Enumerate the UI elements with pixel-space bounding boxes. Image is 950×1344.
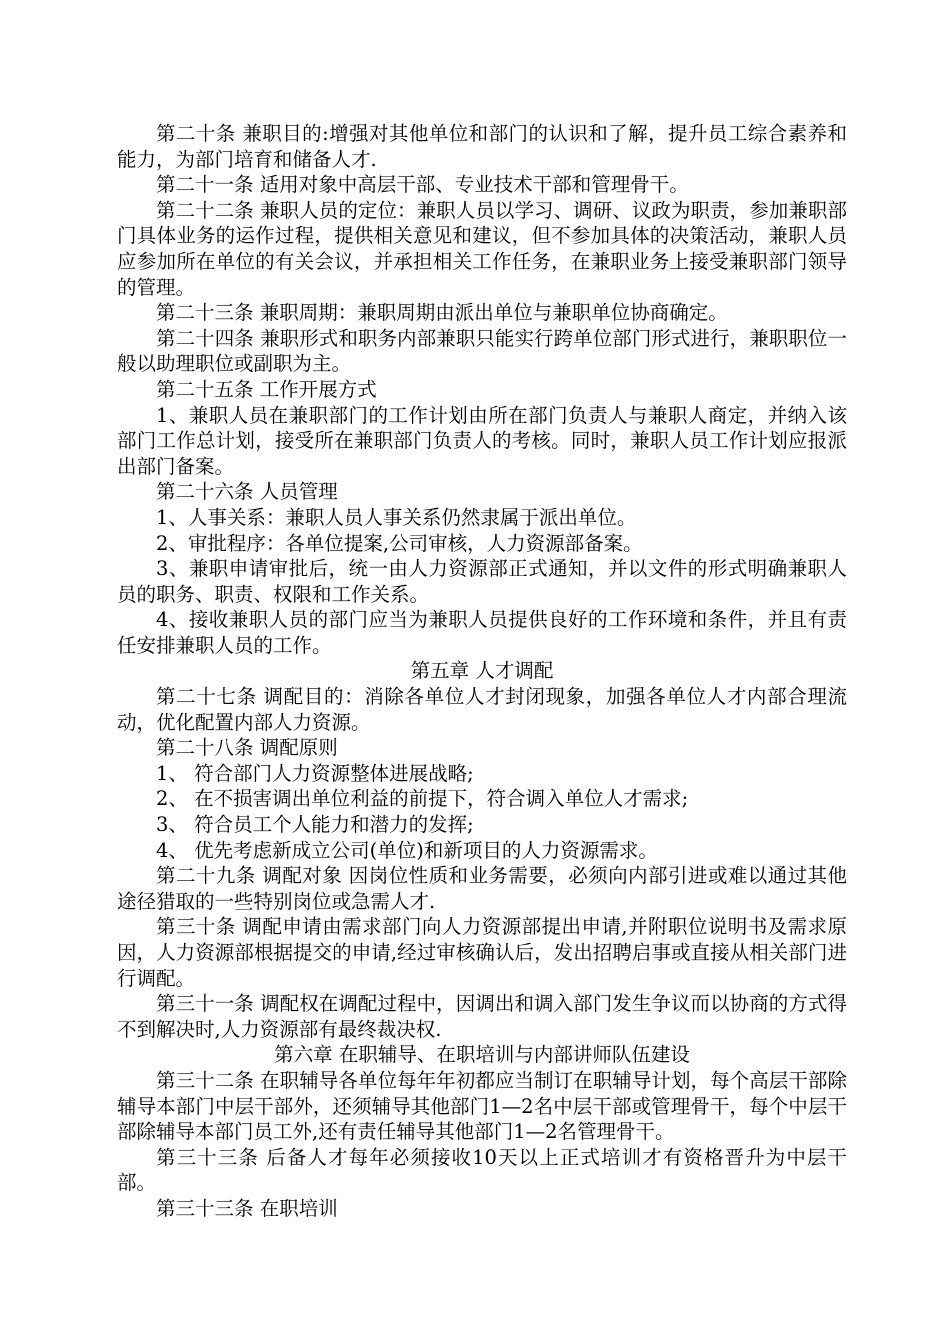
chapter-heading: 第六章 在职辅导、在职培训与内部讲师队伍建设 xyxy=(274,1043,690,1067)
paragraph: 第二十九条 调配对象 因岗位性质和业务需要，必须向内部引进或难以通过其他途径猎取的一些特别岗位或急需人才. xyxy=(117,864,847,913)
paragraph: 第二十条 兼职目的:增强对其他单位和部门的认识和了解，提升员工综合素养和能力，为部门培育和储备人才. xyxy=(117,122,847,171)
paragraph: 第三十三条 在职培训 xyxy=(156,1196,338,1220)
list-item: 1、 符合部门人力资源整体进展战略; xyxy=(156,761,474,785)
paragraph: 第二十六条 人员管理 xyxy=(156,480,338,504)
paragraph: 3、兼职申请审批后，统一由人力资源部正式通知，并以文件的形式明确兼职人员的职务、职责、权限和工作关系。 xyxy=(117,557,847,606)
document-page xyxy=(117,121,847,1222)
paragraph: 4、接收兼职人员的部门应当为兼职人员提供良好的工作环境和条件，并且有责任安排兼职人员的工作。 xyxy=(117,608,847,657)
paragraph: 第三十二条 在职辅导各单位每年年初都应当制订在职辅导计划，每个高层干部除辅导本部门中层干部外，还须辅导其他部门1—2名中层干部或管理骨干，每个中层干部除辅导本部门员工外,还有责任辅导其他部门1—2名管理骨干。 xyxy=(117,1068,847,1144)
paragraph: 2、审批程序：各单位提案,公司审核，人力资源部备案。 xyxy=(156,531,643,555)
chapter-heading: 第五章 人才调配 xyxy=(410,659,554,683)
paragraph: 第二十八条 调配原则 xyxy=(156,736,338,760)
paragraph: 第二十七条 调配目的：消除各单位人才封闭现象，加强各单位人才内部合理流动，优化配置内部人力资源。 xyxy=(117,685,847,734)
list-item: 3、 符合员工个人能力和潜力的发挥; xyxy=(156,813,474,837)
paragraph: 第二十二条 兼职人员的定位：兼职人员以学习、调研、议政为职责，参加兼职部门具体业务的运作过程，提供相关意见和建议，但不参加具体的决策活动，兼职人员应参加所在单位的有关会议，并承担相关工作任务，在兼职业务上接受兼职部门领导的管理。 xyxy=(117,198,847,299)
paragraph: 第三十条 调配申请由需求部门向人力资源部提出申请,并附职位说明书及需求原因，人力资源部根据提交的申请,经过审核确认后，发出招聘启事或直接从相关部门进行调配。 xyxy=(117,915,847,990)
list-item: 4、 优先考虑新成立公司(单位)和新项目的人力资源需求。 xyxy=(156,838,658,862)
paragraph: 第二十一条 适用对象中高层干部、专业技术干部和管理骨干。 xyxy=(156,173,689,197)
paragraph: 1、兼职人员在兼职部门的工作计划由所在部门负责人与兼职人商定，并纳入该部门工作总计划，接受所在兼职部门负责人的考核。同时，兼职人员工作计划应报派出部门备案。 xyxy=(117,403,847,478)
list-item: 2、 在不损害调出单位利益的前提下，符合调入单位人才需求; xyxy=(156,787,689,811)
paragraph: 1、人事关系：兼职人员人事关系仍然隶属于派出单位。 xyxy=(156,505,637,529)
paragraph: 第三十三条 后备人才每年必须接收10天以上正式培训才有资格晋升为中层干部。 xyxy=(117,1145,847,1195)
paragraph: 第二十三条 兼职周期：兼职周期由派出单位与兼职单位协商确定。 xyxy=(156,301,728,325)
paragraph: 第二十五条 工作开展方式 xyxy=(156,377,377,401)
paragraph: 第二十四条 兼职形式和职务内部兼职只能实行跨单位部门形式进行，兼职职位一般以助理职位或副职为主。 xyxy=(117,326,847,376)
paragraph: 第三十一条 调配权在调配过程中，因调出和调入部门发生争议而以协商的方式得不到解决时,人力资源部有最终裁决权. xyxy=(117,992,847,1041)
